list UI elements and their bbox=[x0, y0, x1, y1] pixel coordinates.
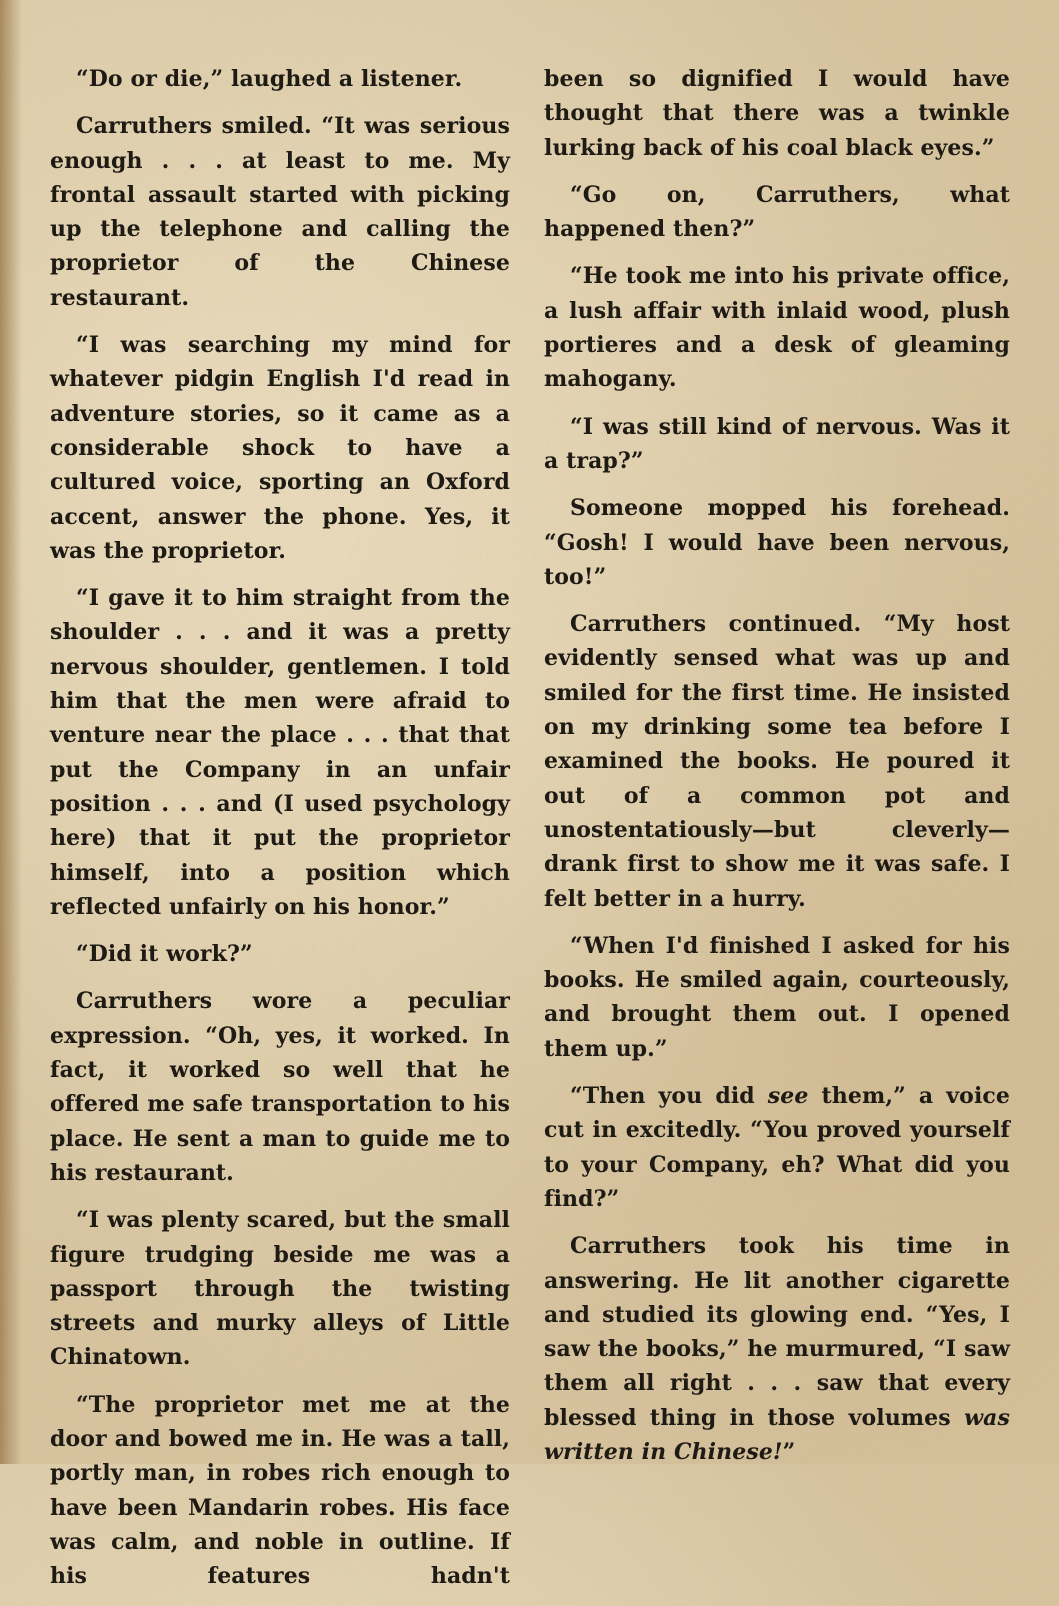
paragraph: Someone mopped his forehead. “Gosh! I would have been nervous, too!” bbox=[544, 495, 1010, 590]
paragraph: “The proprietor met me at the door and bowed me in. He was a tall, portly man, in robes rich enough to have been Mandarin robes. His face was calm, and noble in outline. If his features hadn't bbox=[50, 1391, 510, 1590]
paragraph: Carruthers wore a peculiar expression. “Oh, yes, it worked. In fact, it worked so well that he offered me safe transportation to his place. He sent a man to guide me to his restaurant. bbox=[50, 988, 510, 1186]
paragraph: “Did it work?” bbox=[76, 941, 253, 968]
left-column bbox=[50, 62, 510, 1606]
continued-paragraph: been so dignified I would have thought that there was a twinkle lurking back of his coal black eyes.” bbox=[544, 66, 1010, 161]
text-span: Carruthers took his time in answering. He lit another cigarette and studied its glowing end. “Yes, I saw the books,” he murmured, “I saw them all right . . . saw that every blessed thing in those volumes bbox=[544, 1233, 1010, 1431]
paragraph: Carruthers continued. “My host evidently sensed what was up and smiled for the first time. He insisted on my drinking some tea before I examined the books. He poured it out of a common pot and unostentatiously—but cleverly—drank first to show me it was safe. I felt better in a hurry. bbox=[544, 611, 1010, 912]
paragraph: Carruthers smiled. “It was serious enough . . . at least to me. My frontal assault started with picking up the telephone and calling the proprietor of the Chinese restaurant. bbox=[50, 113, 510, 311]
paragraph-voice bbox=[544, 1079, 1010, 1216]
right-column bbox=[544, 62, 1010, 1482]
paragraph: “I was searching my mind for whatever pidgin English I'd read in adventure stories, so it came as a considerable shock to have a cultured voice, sporting an Oxford accent, answer the phone. Yes, it was the proprietor. bbox=[50, 332, 510, 564]
paragraph: “He took me into his private office, a lush affair with inlaid wood, plush portieres and a desk of gleaming mahogany. bbox=[544, 263, 1010, 393]
text-span: “Then you did bbox=[570, 1083, 768, 1110]
page-edge-shadow bbox=[0, 0, 22, 1464]
text-span: ” bbox=[782, 1438, 796, 1465]
paragraph-final bbox=[544, 1229, 1010, 1469]
paragraph: “Go on, Carruthers, what happened then?” bbox=[544, 181, 1010, 243]
emphasis: was written in Chinese! bbox=[544, 1404, 1010, 1465]
paragraph: “I was plenty scared, but the small figure trudging beside me was a passport through the twisting streets and murky alleys of Little Chinatown. bbox=[50, 1207, 510, 1371]
paragraph: “Do or die,” laughed a listener. bbox=[76, 66, 463, 92]
paragraph: “I was still kind of nervous. Was it a trap?” bbox=[544, 413, 1010, 474]
paragraph: “I gave it to him straight from the shoulder . . . and it was a pretty nervous shoulder, gentlemen. I told him that the men were afraid to venture near the place . . . that that put the Company in an unfair position . . . and (I used psychology here) that it put the proprietor himself, into a position which reflected unfairly on his honor.” bbox=[50, 585, 510, 920]
paragraph: “When I'd finished I asked for his books. He smiled again, courteously, and brought them out. I opened them up.” bbox=[544, 932, 1010, 1062]
text-span: them,” a voice cut in excitedly. “You proved yourself to your Company, eh? What did you find?” bbox=[544, 1083, 1010, 1212]
emphasis: see bbox=[767, 1083, 809, 1110]
